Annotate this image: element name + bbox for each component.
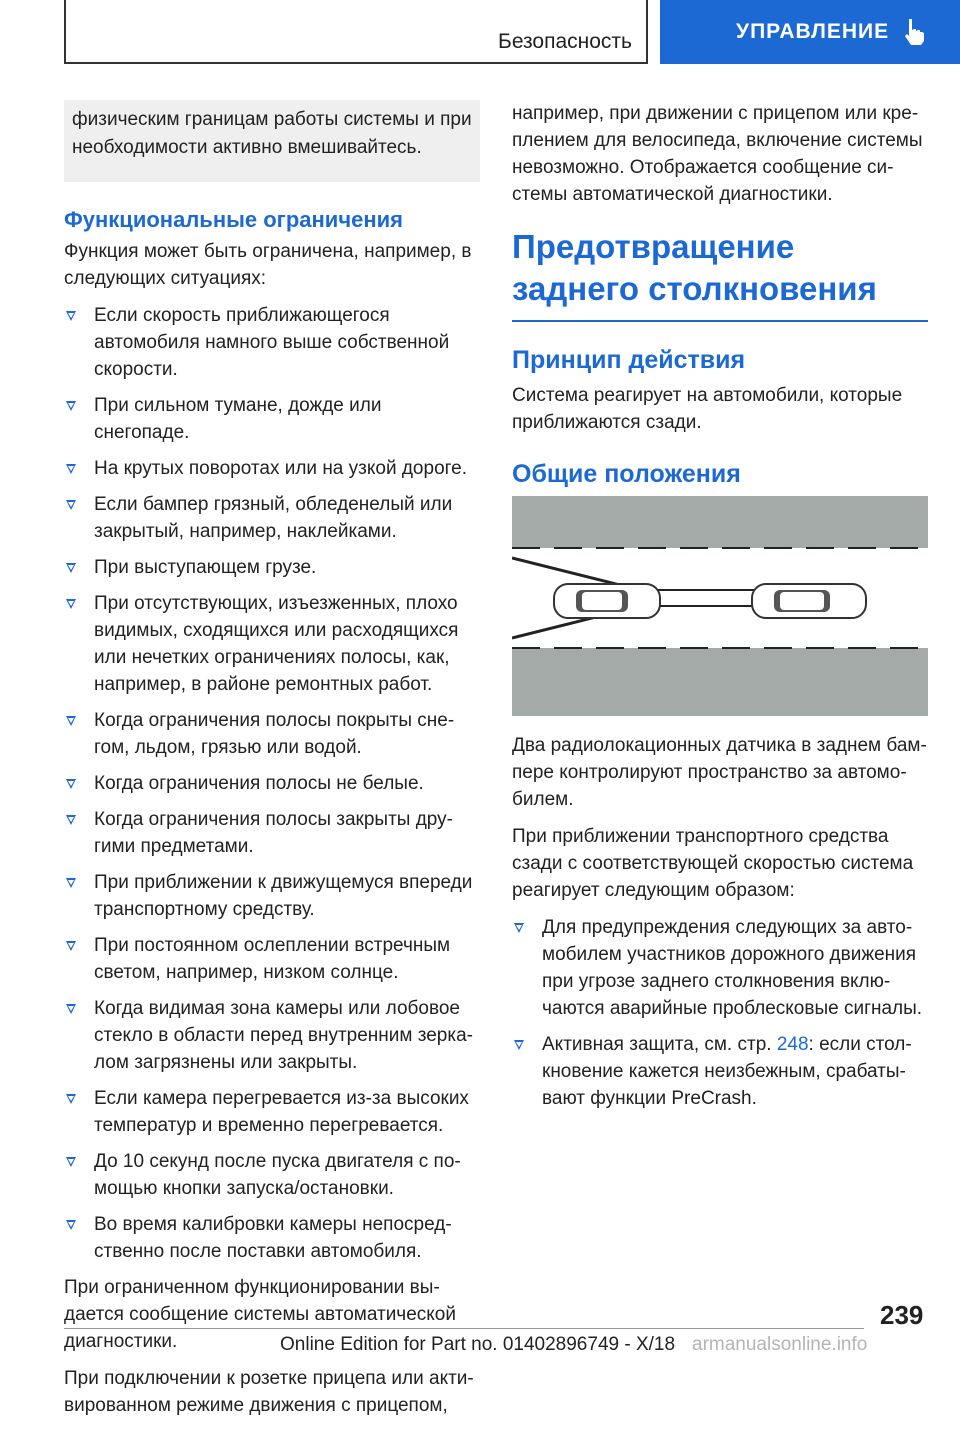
list-item: Активная защита, см. стр. 248: если столкновение кажется неизбежным, срабатывают функции PreCrash. (512, 1031, 928, 1112)
subheading-principle: Принцип действия (512, 346, 746, 374)
hand-pointer-icon (901, 17, 927, 47)
rear-radar-illustration (512, 496, 928, 716)
triangle-bullet-icon (66, 500, 76, 510)
list-item: До 10 секунд после пуска двигателя с помощью кнопки запуска/остановки. (64, 1148, 480, 1202)
page-number: 239 (880, 1300, 924, 1330)
footer-divider (64, 1328, 864, 1329)
watermark: armanualsonline.info (692, 1334, 868, 1355)
triangle-bullet-icon (514, 1040, 524, 1050)
note-box: физическим границам работы системы и при необходимости активно вмешивайтесь. (64, 100, 480, 182)
list-item: Во время калибровки камеры непосредственно после поставки автомобиля. (64, 1211, 480, 1265)
list-item: Если бампер грязный, обледенелый или закрытый, например, наклейками. (64, 491, 480, 545)
right-column (512, 100, 928, 1121)
header-box (64, 0, 648, 64)
triangle-bullet-icon (66, 599, 76, 609)
triangle-bullet-icon (66, 401, 76, 411)
subheading-general: Общие положения (512, 460, 741, 488)
header-tab-controls[interactable] (660, 0, 960, 64)
title-divider (512, 320, 928, 322)
figure-caption: Два радиолокационных датчика в заднем бампере контролируют пространство за автомобилем. (512, 735, 927, 810)
rear-car-icon (554, 584, 660, 618)
list-item: Когда ограничения полосы покрыты снегом, льдом, грязью или водой. (64, 707, 480, 761)
triangle-bullet-icon (66, 716, 76, 726)
page-link-248[interactable]: 248 (776, 1034, 809, 1055)
paragraph-reaction: При приближении транспортного средства сзади с соответствующей скоростью система реагирует следующим образом: (512, 826, 914, 901)
list-item: Если камера перегревается из-за высоких температур и временно перегревается. (64, 1085, 480, 1139)
list-item: Для предупреждения следующих за автомобилем участников дорожного движения при угрозе заднего столкновения включаются аварийные проблесковые сигналы. (512, 914, 928, 1022)
triangle-bullet-icon (66, 1094, 76, 1104)
triangle-bullet-icon (66, 563, 76, 573)
list-item: При выступающем грузе. (64, 554, 480, 581)
chapter-title: Предотвращение заднего столкновения (512, 228, 877, 307)
section-heading-limitations: Функциональные ограничения (64, 207, 403, 232)
header-tab-label: УПРАВЛЕНИЕ (736, 20, 890, 43)
front-car-icon (752, 584, 866, 618)
triangle-bullet-icon (66, 1157, 76, 1167)
left-column (64, 100, 480, 1429)
footer-edition: Online Edition for Part no. 01402896749 - X/18 (280, 1334, 676, 1355)
list-item: Когда видимая зона камеры или лобовое стекло в области перед внутренним зеркалом загрязнены или закрыты. (64, 995, 480, 1076)
list-item: Когда ограничения полосы не белые. (64, 770, 480, 797)
header-section-title: Безопасность (498, 30, 632, 53)
list-item: При приближении к движущемуся впереди транспортному средству. (64, 869, 480, 923)
paragraph-continuation: например, при движении с прицепом или креплением для велосипеда, включение системы невозможно. Отображается сообщение системы автоматической диагностики. (512, 103, 923, 205)
list-item: При сильном тумане, дожде или снегопаде. (64, 392, 480, 446)
triangle-bullet-icon (66, 311, 76, 321)
triangle-bullet-icon (66, 464, 76, 474)
paragraph-diagnostic: При ограниченном функционировании выдается сообщение системы автоматической диагностики. (64, 1277, 456, 1352)
triangle-bullet-icon (66, 1220, 76, 1230)
triangle-bullet-icon (514, 923, 524, 933)
paragraph-principle: Система реагирует на автомобили, которые приближаются сзади. (512, 385, 903, 433)
list-item: При постоянном ослеплении встречным светом, например, низком солнце. (64, 932, 480, 986)
triangle-bullet-icon (66, 878, 76, 888)
list-item: Когда ограничения полосы закрыты другими предметами. (64, 806, 480, 860)
triangle-bullet-icon (66, 941, 76, 951)
intro-text: Функция может быть ограничена, например, в следующих ситуациях: (64, 241, 472, 289)
paragraph-trailer: При подключении к розетке прицепа или активированном режиме движения с прицепом, (64, 1368, 474, 1416)
list-item: На крутых поворотах или на узкой дороге. (64, 455, 480, 482)
triangle-bullet-icon (66, 779, 76, 789)
list-item: При отсутствующих, изъезженных, плохо видимых, сходящихся или расходящихся или нечетких ограничениях полосы, как, например, в районе ремонтных работ. (64, 590, 480, 698)
limitations-list (64, 302, 480, 1265)
reaction-list (512, 914, 928, 1112)
triangle-bullet-icon (66, 1004, 76, 1014)
list-item: Если скорость приближающегося автомобиля намного выше собственной скорости. (64, 302, 480, 383)
triangle-bullet-icon (66, 815, 76, 825)
